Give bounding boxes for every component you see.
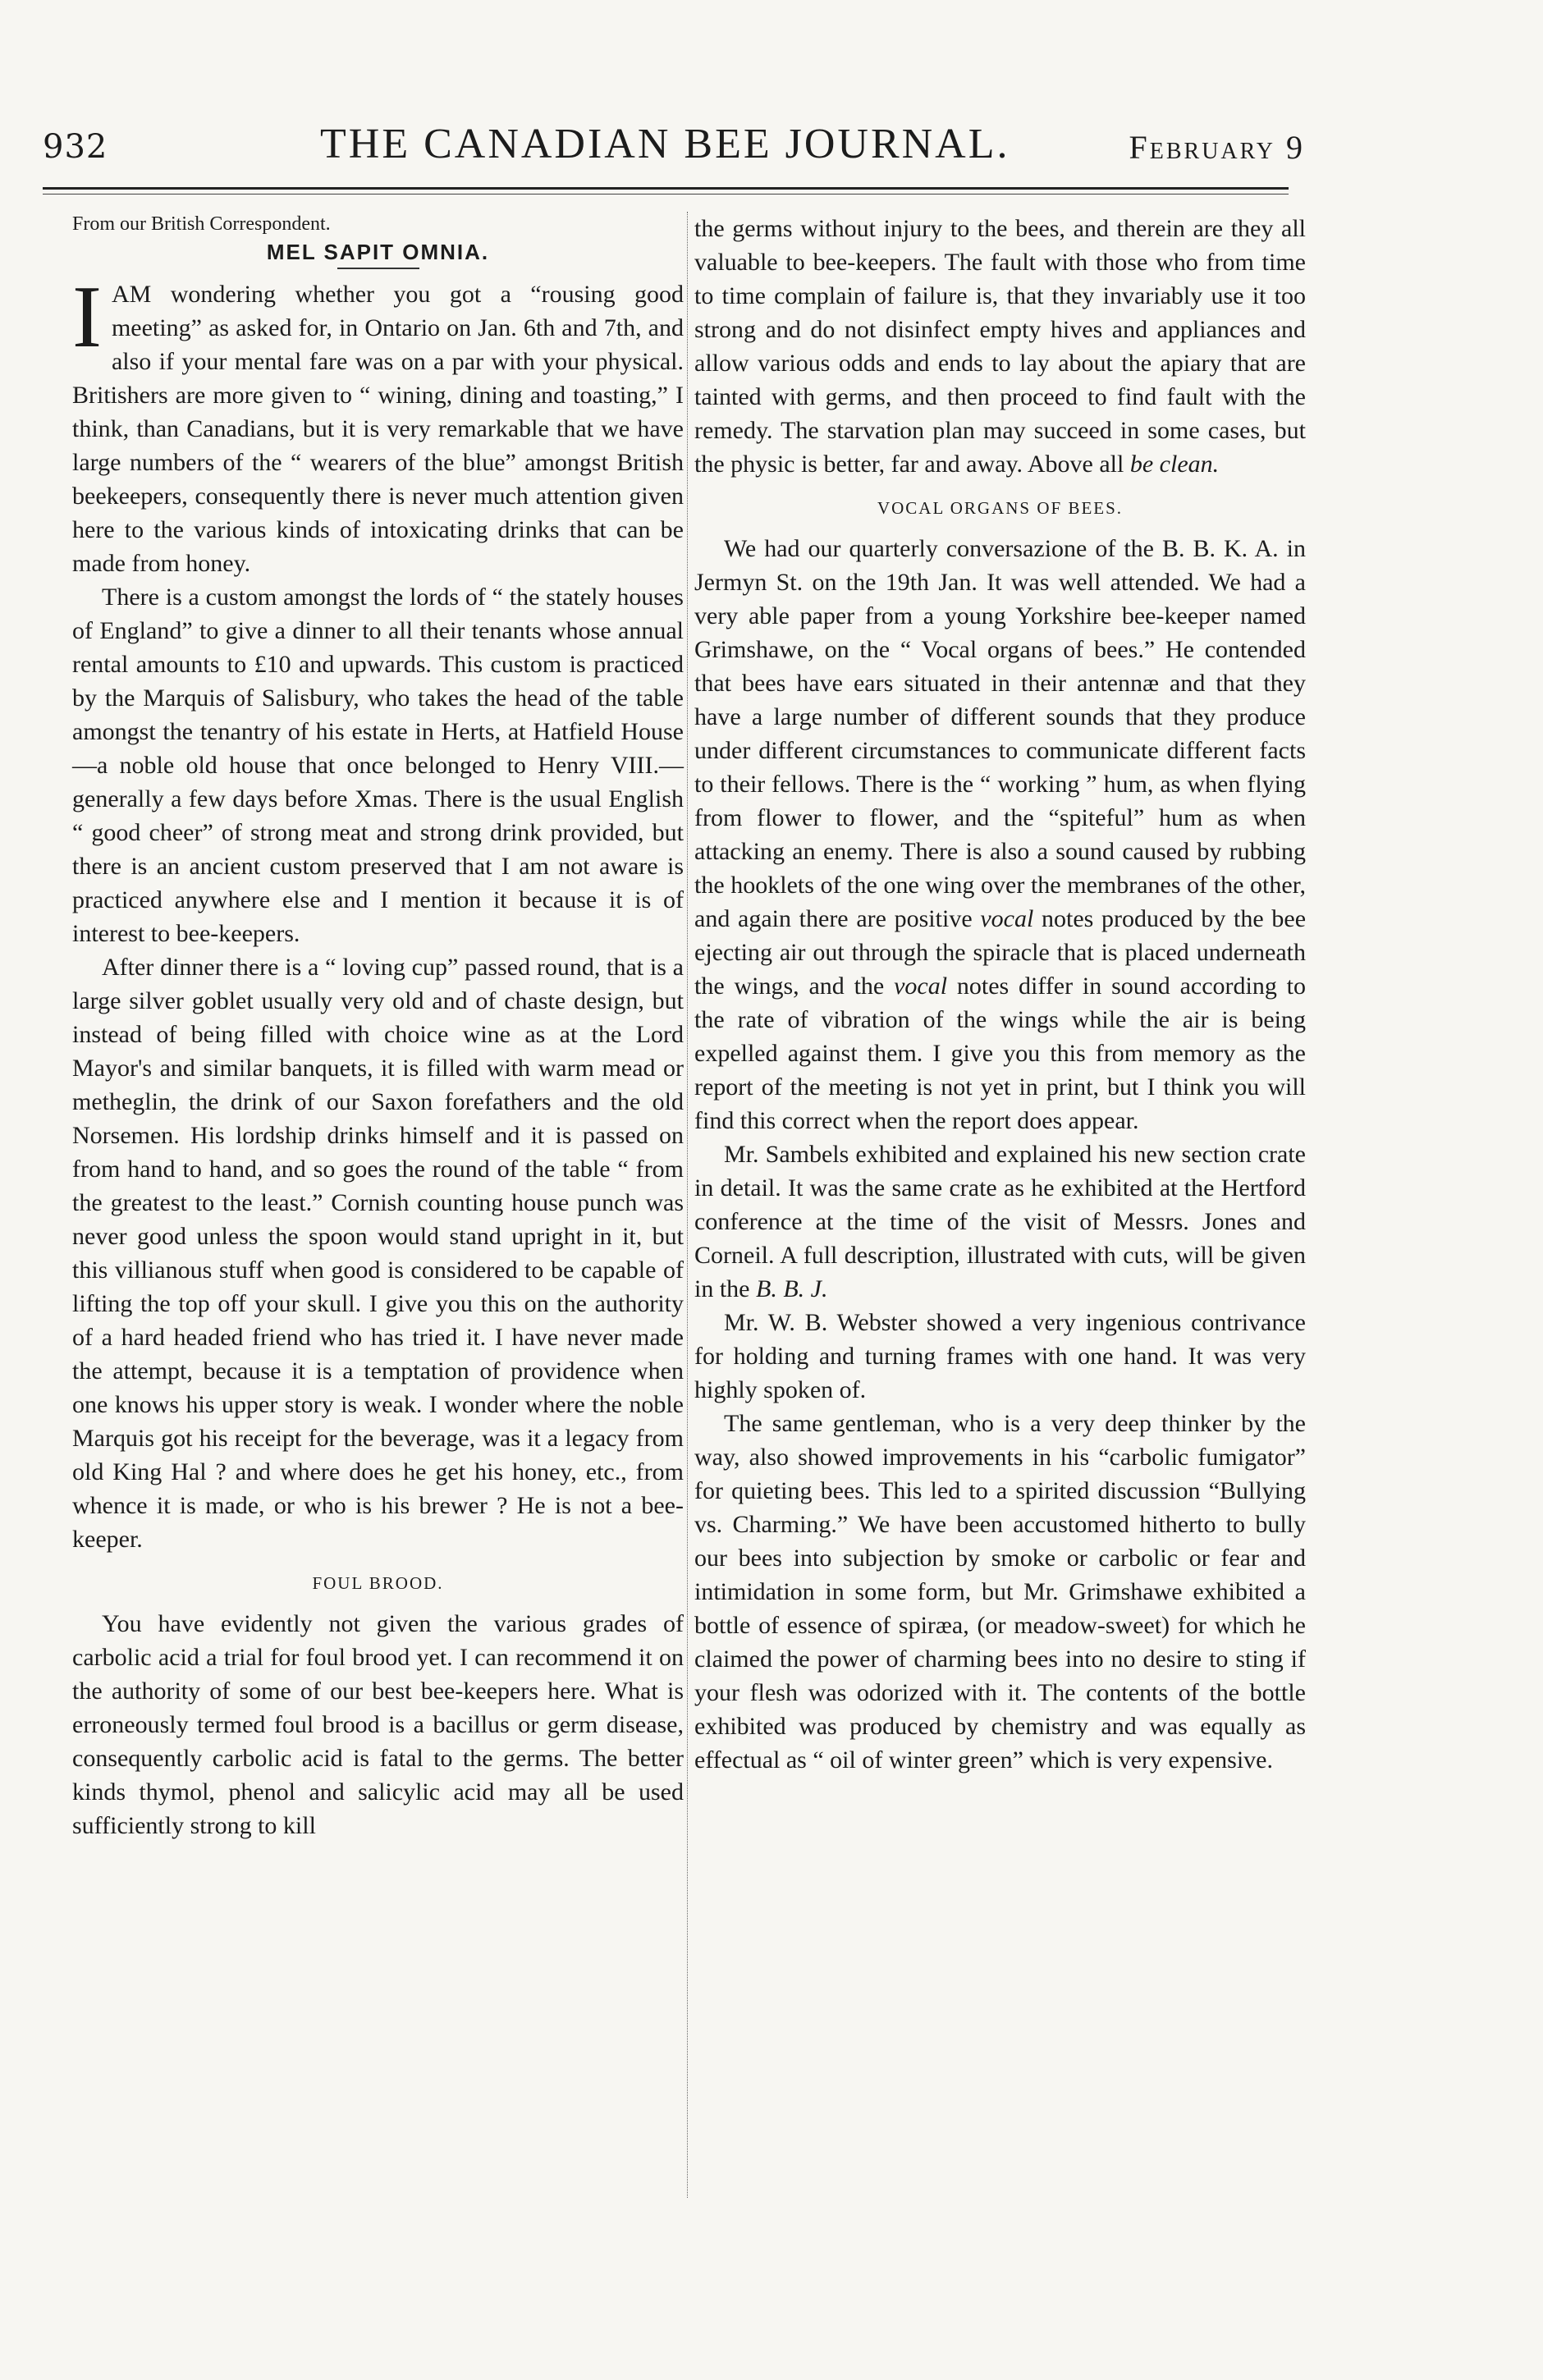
paragraph-webster: Mr. W. B. Webster showed a very ingenious contrivance for holding and turning frames with one hand. It was very highly spoken of. [694,1309,1306,1403]
conversazione-text-a: We had our quarterly conversazione of the B. B. K. A. in Jermyn St. on the 19th Jan. It was well attended. We had a very able paper from a young Yorkshire bee-keeper named Grimshawe, on the “ Vocal organs of bees.” He contended that bees have ears situated in their antennæ and that they have a large number of different sounds that they produce under different circumstances to communicate different facts to their fellows. There is the “ working ” hum, as when flying from flower to flower, and the “spiteful” hum as when attacking an enemy. There is also a sound caused by rubbing the hooklets of the one wing over the membranes of the other, and again there are positive [694,535,1306,932]
germs-text: the germs without injury to the bees, and therein are they all valuable to bee-keepers. The fault with those who from time to time complain of failure is, that they invariably use it too strong and do not disinfect empty hives and appliances and allow various odds and ends to lay about the apiary that are tainted with germs, and then proceed to find fault with the remedy. The starvation plan may succeed in some cases, but the physic is better, far and away. Above all [694,215,1306,478]
paragraph-sambels [694,1137,1306,1306]
issue-date: February 9 [1129,129,1305,166]
paragraph-loving-cup: After dinner there is a “ loving cup” passed round, that is a large silver goblet usually very old and of chaste design, but instead of being filled with choice wine as at the Lord Mayor's and similar banquets, it is filled with warm mead or metheglin, the drink of our Saxon forefathers and the old Norsemen. His lordship drinks himself and it is passed on from hand to hand, and so goes the round of the table “ from the greatest to the least.” Cornish counting house punch was never good unless the spoon would stand upright in it, but this villianous stuff when good is considered to be capable of lifting the top off your skull. I give you this on the authority of a hard headed friend who has tried it. I have never made the attempt, because it is a temptation of providence when one knows his upper story is weak. I wonder where the noble Marquis got his receipt for the beverage, was it a legacy from old King Hal ? and where does he get his honey, etc., from whence it is made, or who is his brewer ? He is not a bee-keeper. [72,954,684,1553]
column-divider [687,212,688,2198]
header-rule-thin [43,194,1289,195]
right-column [694,212,1306,1777]
conversazione-text-c: notes differ in sound according to the rate of vibration of the wings while the air is being expelled against them. I give you this from memory as the report of the meeting is not yet in print, but I think you will find this correct when the report does appear. [694,973,1307,1134]
paragraph-conversazione [694,532,1306,1137]
header-rule [43,187,1289,190]
vocal-word-1: vocal [980,905,1034,932]
paragraph-fumigator: The same gentleman, who is a very deep thinker by the way, also showed improvements in his “carbolic fumigator” for quieting bees. This led to a spirited discussion “Bullying vs. Charming.” We have been accustomed hitherto to bully our bees into subjection by smoke or carbolic or fear and intimidation in some form, but Mr. Grimshawe exhibited a bottle of essence of spiræa, (or meadow-sweet) for which he claimed the power of charming bees into no desire to sting if your flesh was odorized with it. The contents of the bottle exhibited was produced by chemistry and was equally as effectual as “ oil of winter green” which is very expensive. [694,1410,1306,1774]
be-clean-text: be clean. [1129,451,1220,478]
left-column [72,212,684,1842]
journal-title: THE CANADIAN BEE JOURNAL. [320,121,1010,167]
vocal-word-2: vocal [894,973,948,1000]
subheading-foul-brood: FOUL BROOD. [312,1573,444,1593]
paragraph-germs [694,212,1306,481]
bbj-abbrev: B. B. J. [756,1275,828,1302]
conversazione-text-b: notes produced by the bee ejecting air out through the spiracle that is placed underneath the wings, and the [694,905,1307,1000]
paragraph-custom: There is a custom amongst the lords of “ the stately houses of England” to give a dinner to all their tenants whose annual rental amounts to £10 and upwards. This custom is practiced by the Marquis of Salisbury, who takes the head of the table amongst the tenantry of his estate in Herts, at Hatfield House—a noble old house that once belonged to Henry VIII.—generally a few days before Xmas. There is the usual English “ good cheer” of strong meat and strong drink provided, but there is an ancient custom preserved that I am not aware is practiced anywhere else and I mention it because it is of interest to bee-keepers. [72,584,684,947]
correspondent-byline: From our British Correspondent. [72,213,331,235]
drop-cap: I [72,268,102,366]
page-number: 932 [43,128,108,166]
paragraph-opening [72,268,684,580]
subheading-vocal-organs: VOCAL ORGANS OF BEES. [877,498,1124,518]
sambels-text: Mr. Sambels exhibited and explained his new section crate in detail. It was the same crate as he exhibited at the Hertford conference at the time of the visit of Messrs. Jones and Corneil. A full description, illustrated with cuts, will be given in the [694,1141,1306,1302]
title-rule [337,268,419,269]
opening-text: AM wondering whether you got a “rousing good meeting” as asked for, in Ontario on Jan. 6th and 7th, and also if your mental fare was on a par with your physical. Britishers are more given to “ wining, dining and toasting,” I think, than Canadians, but it is very remarkable that we have large numbers of the “ wearers of the blue” amongst British beekeepers, consequently there is never much attention given here to the various kinds of intoxicating drinks that can be made from honey. [72,281,684,577]
article-title: MEL SAPIT OMNIA. [266,240,490,264]
paragraph-foul-brood: You have evidently not given the various grades of carbolic acid a trial for foul brood yet. I can recommend it on the authority of some of our best bee-keepers here. What is erroneously termed foul brood is a bacillus or germ disease, consequently carbolic acid is fatal to the germs. The better kinds thymol, phenol and salicylic acid may all be used sufficiently strong to kill [72,1610,684,1839]
